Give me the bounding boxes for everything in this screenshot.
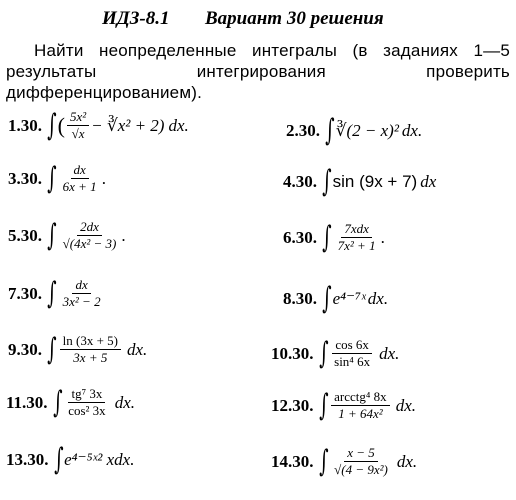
- numerator: dx: [71, 163, 89, 179]
- header: [0, 8, 516, 34]
- numerator: 2dx: [77, 220, 102, 236]
- instructions: [6, 40, 510, 103]
- differential: dx: [420, 172, 437, 191]
- task-number: 10.30.: [271, 343, 314, 363]
- task-8: [283, 281, 389, 316]
- numerator: 7xdx: [341, 222, 372, 238]
- denominator: sin⁴ 6x: [334, 354, 371, 369]
- differential: dx.: [379, 343, 400, 363]
- task-number: 13.30.: [6, 450, 49, 469]
- task-number: 7.30.: [8, 283, 42, 303]
- integral-sign: ∫: [47, 275, 57, 311]
- task-number: 12.30.: [271, 395, 314, 415]
- fraction: [60, 278, 104, 309]
- integral-sign: ∫: [52, 384, 63, 420]
- task-number: 1.30.: [8, 115, 42, 135]
- integral-sign: ∫: [318, 387, 329, 423]
- task-number: 4.30.: [283, 172, 317, 191]
- task-12: [271, 387, 416, 423]
- fraction: [60, 163, 100, 194]
- task-number: 11.30.: [6, 392, 48, 412]
- period: .: [380, 227, 385, 247]
- integral-sign: ∫: [322, 281, 332, 316]
- differential: dx.: [114, 392, 135, 412]
- numerator: 5x²: [67, 110, 89, 126]
- task-9: [8, 331, 148, 367]
- integral-sign: ∫: [322, 164, 332, 199]
- task-2: [286, 113, 423, 148]
- differential: dx.: [401, 121, 423, 140]
- task-13: [6, 442, 135, 477]
- differential: dx.: [367, 289, 389, 308]
- expression: e⁴⁻⁵ˣ² xdx.: [64, 450, 135, 469]
- denominator: √(4 − 9x²): [334, 462, 388, 477]
- fraction: [331, 338, 373, 369]
- expression: e⁴⁻⁷ˣ: [332, 289, 366, 308]
- integral-sign: ∫: [322, 219, 332, 255]
- denominator: √x: [71, 126, 85, 141]
- expression: ∛(2 − x)²: [335, 121, 399, 140]
- task-number: 6.30.: [283, 227, 317, 247]
- assignment-code: ИДЗ-8.1: [102, 8, 170, 29]
- denominator: 7x² + 1: [337, 238, 376, 253]
- integral-sign: ∫: [47, 160, 57, 196]
- task-10: [271, 335, 400, 371]
- denominator: √(4x² − 3): [62, 236, 117, 251]
- fraction: [60, 220, 120, 251]
- task-4: [283, 164, 437, 199]
- paren: (: [57, 112, 65, 138]
- integral-sign: ∫: [47, 331, 57, 367]
- task-7: [8, 275, 106, 311]
- numerator: tg⁷ 3x: [68, 387, 105, 403]
- task-number: 2.30.: [286, 121, 320, 140]
- task-number: 5.30.: [8, 225, 42, 245]
- instructions-text: Найти неопределенные интегралы (в заданиях 1—5 результаты интегрирования проверить дифференцированием).: [6, 41, 510, 102]
- task-6: [283, 219, 385, 255]
- fraction: [67, 110, 89, 141]
- task-5: [8, 217, 126, 253]
- task-number: 8.30.: [283, 289, 317, 308]
- expression: sin (9x + 7): [332, 172, 418, 191]
- fraction: [65, 387, 108, 418]
- integral-sign: ∫: [318, 335, 329, 371]
- task-number: 9.30.: [8, 339, 42, 359]
- task-14: [271, 443, 418, 479]
- numerator: ln (3x + 5): [60, 334, 121, 350]
- numerator: cos 6x: [332, 338, 372, 354]
- differential: dx.: [127, 339, 148, 359]
- denominator: 1 + 64x²: [338, 406, 383, 421]
- task-number: 3.30.: [8, 168, 42, 188]
- fraction: [60, 334, 121, 365]
- numerator: arcctg⁴ 8x: [331, 390, 390, 406]
- task-number: 14.30.: [271, 451, 314, 471]
- differential: dx.: [168, 115, 189, 135]
- integral-sign: ∫: [47, 217, 57, 253]
- integral-sign: ∫: [318, 443, 329, 479]
- denominator: 6x + 1: [62, 179, 97, 194]
- fraction: [335, 222, 379, 253]
- denominator: cos² 3x: [68, 403, 106, 418]
- fraction: [331, 390, 390, 421]
- variant-title: Вариант 30 решения: [205, 8, 384, 29]
- integral-sign: ∫: [325, 113, 335, 148]
- integral-sign: ∫: [53, 442, 64, 477]
- expression: − ∛x² + 2): [91, 115, 165, 135]
- task-1: [8, 107, 189, 143]
- numerator: x − 5: [344, 446, 378, 462]
- task-3: [8, 160, 106, 196]
- denominator: 3x² − 2: [62, 294, 101, 309]
- period: .: [121, 225, 126, 245]
- differential: dx.: [396, 451, 418, 471]
- fraction: [331, 446, 391, 477]
- differential: dx.: [395, 395, 416, 415]
- denominator: 3x + 5: [73, 350, 108, 365]
- period: .: [101, 168, 106, 188]
- task-11: [6, 384, 135, 420]
- integral-sign: ∫: [47, 107, 57, 143]
- numerator: dx: [72, 278, 90, 294]
